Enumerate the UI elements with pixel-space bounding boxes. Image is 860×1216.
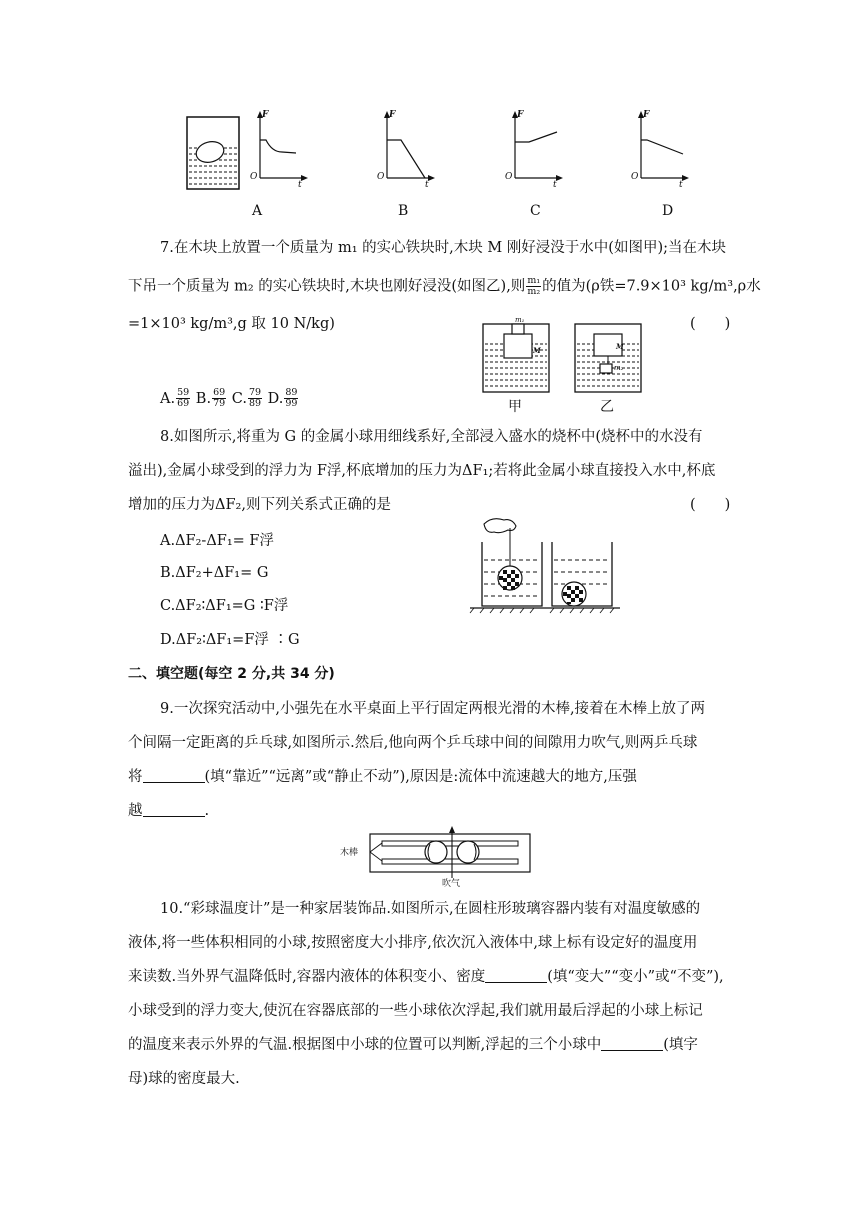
q9-text-line-2: 个间隔一定距离的乒乓球,如图所示.然后,他向两个乒乓球中间的间隙用力吹气,则两乒乓球 xyxy=(128,735,698,751)
q8-answer-paren[interactable]: ( ) xyxy=(690,497,731,513)
q7-text-line-3: =1×10³ kg/m³,g 取 10 N/kg) xyxy=(128,316,335,332)
graph-c-axis-x: t xyxy=(553,180,557,190)
q7-text-line-2b: 的值为(ρ铁=7.9×10³ kg/m³,ρ水 xyxy=(542,278,761,295)
q7-option-a-num: 59 xyxy=(177,387,190,398)
q9-text-line-1: 9.一次探究活动中,小强先在水平桌面上平行固定两根光滑的木棒,接着在木棒上放了两 xyxy=(160,701,706,717)
graph-c-axis-y: F xyxy=(517,110,524,120)
graph-b-axis-x: t xyxy=(425,180,429,190)
q10-blank-2[interactable] xyxy=(601,1036,663,1051)
q9-fig-label-blow: 吹气 xyxy=(442,879,461,889)
q10-text-line-5a: 的温度来表示外界的气温.根据图中小球的位置可以判断,浮起的三个小球中 xyxy=(128,1037,602,1053)
q9-text-line-3 xyxy=(128,767,637,787)
q10-text-line-5 xyxy=(128,1035,698,1055)
q7-figure-yi xyxy=(574,316,654,396)
q7-option-a[interactable] xyxy=(160,387,191,409)
q7-option-d-num: 89 xyxy=(285,387,298,398)
q7-option-c-label: C. xyxy=(231,390,247,407)
beaker-figure-a xyxy=(186,112,246,192)
q7-option-c-den: 89 xyxy=(248,398,262,409)
q9-text-line-4a: 越 xyxy=(128,803,143,819)
graph-b xyxy=(379,110,439,185)
q7-option-c[interactable] xyxy=(231,387,263,409)
graph-d-axis-x: t xyxy=(679,180,683,190)
q10-text-line-2: 液体,将一些体积相同的小球,按照密度大小排序,依次沉入液体中,球上标有设定好的温度用 xyxy=(128,935,698,951)
q7-fig-yi-label-m: M xyxy=(616,342,624,351)
q7-option-d[interactable] xyxy=(267,387,300,409)
q9-text-line-3a: 将 xyxy=(128,769,143,785)
graph-b-axis-y: F xyxy=(389,110,396,120)
q6-option-b[interactable]: B xyxy=(398,203,409,219)
q10-text-line-5b: (填字 xyxy=(663,1037,698,1053)
q7-option-d-label: D. xyxy=(267,390,284,407)
graph-c xyxy=(507,110,567,185)
q7-text-line-2a: 下吊一个质量为 m₂ 的实心铁块时,木块也刚好浸没(如图乙),则 xyxy=(128,278,526,295)
q10-text-line-4: 小球受到的浮力变大,使沉在容器底部的一些小球依次浮起,我们就用最后浮起的小球上标记 xyxy=(128,1003,703,1019)
graph-d xyxy=(633,110,693,185)
q6-option-a[interactable]: A xyxy=(252,203,263,219)
q8-option-c[interactable]: C.ΔF₂∶ΔF₁=G ∶F浮 xyxy=(160,598,289,614)
q7-figure-jia xyxy=(482,316,562,396)
q7-frac-num: m₁ xyxy=(527,275,541,286)
q7-fig-label-m1: m₁ xyxy=(515,316,525,324)
q7-option-a-den: 69 xyxy=(177,398,190,409)
q8-option-a[interactable]: A.ΔF₂-ΔF₁= F浮 xyxy=(160,533,274,549)
q9-fig-label-rod: 木棒 xyxy=(340,848,359,858)
q7-text-line-1: 7.在木块上放置一个质量为 m₁ 的实心铁块时,木块 M 刚好浸没于水中(如图甲);当在木块 xyxy=(160,240,726,256)
q7-answer-paren[interactable]: ( ) xyxy=(690,316,731,332)
graph-a-origin: O xyxy=(250,172,258,182)
graph-a xyxy=(252,110,312,185)
q7-fig-label-yi: 乙 xyxy=(600,399,614,415)
graph-b-origin: O xyxy=(377,172,385,182)
q9-blank-2[interactable] xyxy=(143,802,205,817)
q6-option-c[interactable]: C xyxy=(530,203,541,219)
q10-text-line-3b: (填“变大”“变小”或“不变”), xyxy=(547,969,724,985)
q8-option-b[interactable]: B.ΔF₂+ΔF₁= G xyxy=(160,565,269,581)
q7-option-b-den: 79 xyxy=(213,398,226,409)
q7-fig-label-jia: 甲 xyxy=(508,399,522,415)
q7-option-b[interactable] xyxy=(195,387,227,409)
graph-d-origin: O xyxy=(631,172,639,182)
q8-text-line-1: 8.如图所示,将重为 G 的金属小球用细线系好,全部浸入盛水的烧杯中(烧杯中的水没有 xyxy=(160,429,703,445)
q10-text-line-1: 10.“彩球温度计”是一种家居装饰品.如图所示,在圆柱形玻璃容器内装有对温度敏感的 xyxy=(160,901,701,917)
q7-option-a-label: A. xyxy=(160,390,176,407)
q7-option-d-den: 99 xyxy=(285,398,298,409)
q7-option-b-num: 69 xyxy=(213,387,226,398)
q8-text-line-2: 溢出),金属小球受到的浮力为 F浮,杯底增加的压力为ΔF₁;若将此金属小球直接投入水中,杯底 xyxy=(128,463,716,479)
q9-text-line-4b: . xyxy=(204,803,210,819)
q9-blank-1[interactable] xyxy=(143,768,205,783)
q8-text-line-3: 增加的压力为ΔF₂,则下列关系式正确的是 xyxy=(128,497,391,513)
q9-text-line-3b: (填“靠近”“远离”或“静止不动”),原因是:流体中流速越大的地方,压强 xyxy=(204,769,637,785)
graph-a-axis-y: F xyxy=(262,110,269,120)
q6-option-d[interactable]: D xyxy=(662,203,674,219)
graph-c-origin: O xyxy=(505,172,513,182)
q7-frac-den: m₂ xyxy=(527,286,541,297)
q7-text-line-2 xyxy=(128,276,761,297)
q7-fraction xyxy=(526,276,541,297)
q8-figure xyxy=(470,514,630,614)
q10-text-line-3 xyxy=(128,967,724,987)
q7-fig-jia-label-m: M xyxy=(533,346,541,355)
q7-fig-label-m2: m₂ xyxy=(614,364,624,372)
q8-option-d[interactable]: D.ΔF₂∶ΔF₁=F浮 ∶G xyxy=(160,632,300,648)
graph-a-axis-x: t xyxy=(298,180,302,190)
q10-text-line-3a: 来读数.当外界气温降低时,容器内液体的体积变小、密度 xyxy=(128,969,486,985)
q7-option-c-num: 79 xyxy=(248,387,262,398)
q7-options xyxy=(160,388,299,409)
q7-option-b-label: B. xyxy=(195,390,212,407)
section-2-title: 二、填空题(每空 2 分,共 34 分) xyxy=(128,666,335,682)
graph-d-axis-y: F xyxy=(643,110,650,120)
q9-text-line-4 xyxy=(128,801,209,821)
q10-blank-1[interactable] xyxy=(485,968,547,983)
q10-text-line-6: 母)球的密度最大. xyxy=(128,1071,240,1087)
